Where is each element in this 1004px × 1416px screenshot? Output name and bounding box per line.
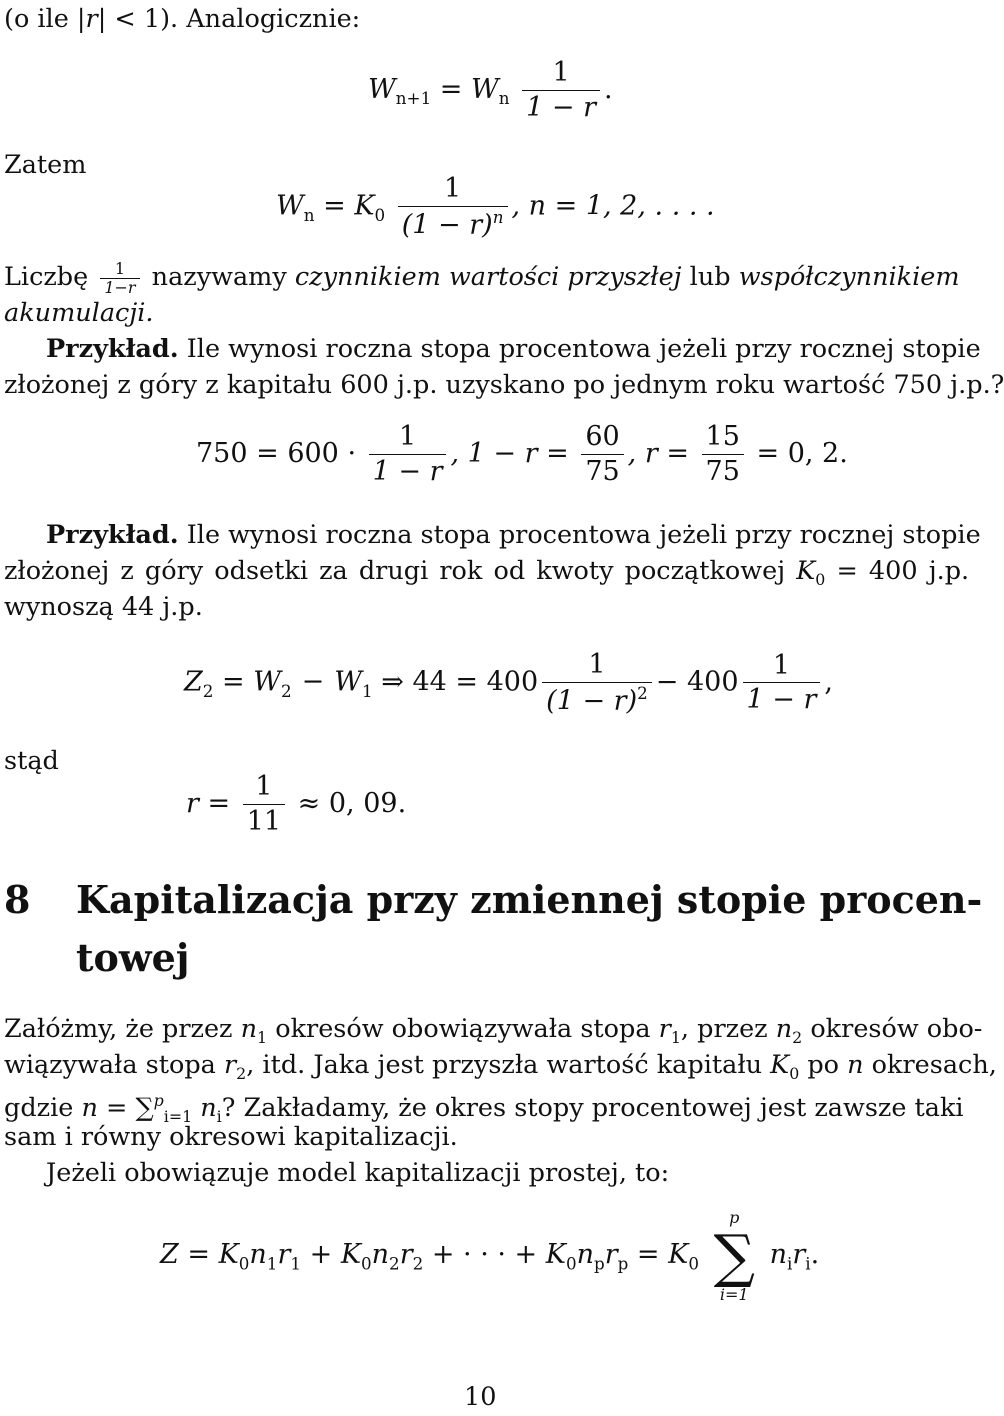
eq6-k1-sub: 0 [238, 1253, 250, 1274]
eq6-rhs [770, 1239, 820, 1273]
eq4-w1-sub: 1 [362, 680, 373, 701]
eq5-a: = [198, 787, 239, 819]
eq6-rp-sub: p [617, 1253, 629, 1274]
eq6-k3-sub: 0 [565, 1253, 577, 1274]
eq3-den2: 75 [585, 455, 620, 487]
para2-l1b: okresów obowiązywała stopa [267, 1014, 659, 1044]
eq4-den2: 1 − r [746, 684, 817, 716]
example1-label: Przykład. [46, 334, 179, 364]
eq6-r2-sub: 2 [412, 1253, 424, 1274]
section-title-line2: towej [76, 935, 190, 980]
eq6-ni-sub: i [786, 1253, 793, 1274]
eq3-den1: 1 − r [372, 455, 443, 487]
eq6-sum-top: p [729, 1208, 740, 1227]
para1-mid: nazywamy [143, 262, 295, 292]
eq6-k4: K [668, 1238, 689, 1270]
eq3-b: , 1 − r = [450, 437, 578, 469]
eq2-den [398, 207, 508, 242]
eq3-frac1 [369, 420, 447, 489]
eq1-end: . [604, 73, 613, 105]
eq1-lhs-w: W [368, 73, 396, 105]
eq1-num: 1 [522, 56, 600, 91]
eq4-den1-text: (1 − r) [546, 685, 638, 717]
eq6-ri: r [792, 1238, 806, 1270]
para2-n1: n [240, 1014, 258, 1044]
paragraph-factor-line2: akumulacji. [4, 298, 154, 328]
eq4-w1: W [334, 666, 363, 698]
eq4-w2-sub: 2 [280, 680, 292, 701]
eq3-c: , r = [627, 437, 698, 469]
eq6-n2: n [371, 1238, 390, 1270]
eq6-n2-sub: 2 [389, 1253, 400, 1274]
para2-n: n [847, 1050, 864, 1080]
eq6-r1-sub: 1 [290, 1253, 302, 1274]
eq6-k3: K [545, 1238, 566, 1270]
section-title-line1: Kapitalizacja przy zmiennej stopie procen- [76, 877, 983, 922]
eq4-a: = [213, 666, 254, 698]
para1-term2: współczynnikiem [738, 262, 960, 292]
eq6-rp: r [604, 1238, 618, 1270]
eq3-frac2 [581, 420, 623, 489]
paragraph-factor-line1 [4, 258, 960, 296]
example1-line1 [46, 330, 981, 368]
eq4-w2: W [253, 666, 281, 698]
para1-lub: lub [681, 262, 739, 292]
example2-k: K [796, 556, 816, 586]
para2-r2-sub: 2 [236, 1064, 247, 1083]
para2-l3a: gdzie [4, 1092, 82, 1123]
para2-r1-sub: 1 [670, 1028, 681, 1047]
eq6-lhs [160, 1239, 699, 1273]
equation-example2 [184, 648, 833, 718]
stad-label: stąd [4, 746, 59, 776]
eq2-k-sub: 0 [374, 204, 386, 225]
para2-l2b: , itd. Jaka jest przyszła wartość kapitału [246, 1050, 771, 1080]
eq2-k: K [354, 190, 375, 222]
eq2-w-sub: n [303, 204, 315, 225]
eq5-den: 11 [246, 805, 282, 837]
eq3-num3: 15 [702, 420, 744, 455]
eq4-b: ⇒ 44 = 400 [372, 666, 539, 698]
para2-l3b: = ∑ [97, 1092, 154, 1123]
para1-liczbe: Liczbę [4, 262, 89, 292]
eq1-fraction [522, 56, 600, 125]
eq1-lhs-sub: n+1 [395, 88, 432, 109]
para1-frac-den: 1−r [104, 277, 136, 297]
eq3-frac3 [702, 420, 744, 489]
example2-text2b: = 400 j.p. [825, 556, 970, 586]
eq6-k1: K [218, 1238, 239, 1270]
eq6-k4-sub: 0 [688, 1253, 699, 1274]
eq2-tail: , n = 1, 2, . . . . [511, 190, 715, 222]
para2-sum-sub: i=1 [163, 1106, 193, 1126]
eq4-z: Z [184, 666, 203, 698]
eq4-z-sub: 2 [202, 680, 214, 701]
para2-n1-sub: 1 [257, 1028, 268, 1047]
equation-example1 [196, 420, 848, 489]
eq4-c: − 400 [655, 666, 739, 698]
eq3-den3: 75 [705, 455, 740, 487]
eq6-n1-sub: 1 [266, 1253, 278, 1274]
eq6-r1: r [277, 1238, 291, 1270]
para2-ni: n [200, 1092, 217, 1123]
example2-label: Przykład. [46, 520, 179, 550]
eq4-d: , [824, 666, 833, 698]
eq3-num2: 60 [581, 420, 623, 455]
section-number: 8 [4, 877, 31, 922]
para1-fraction [100, 260, 139, 296]
eq2-num: 1 [398, 172, 508, 207]
eq6-k2-sub: 0 [360, 1253, 372, 1274]
equation-wn [276, 172, 715, 242]
equation-simple-interest [160, 1208, 819, 1304]
eq5-r: r [186, 787, 199, 819]
para2-l3d: ? Zakładamy, że okres stopy procentowej jest zawsze taki [221, 1092, 964, 1123]
para2-sum-sup: p [153, 1091, 164, 1110]
example2-line1 [46, 516, 981, 554]
eq3-num1: 1 [369, 420, 447, 455]
zatem-label: Zatem [4, 150, 87, 180]
para2-l1c: , przez [680, 1014, 776, 1044]
eq3-a: 750 = 600 · [196, 437, 365, 469]
eq4-minus: − [301, 666, 325, 698]
eq5-b: ≈ 0, 09. [289, 787, 407, 819]
para2-r2: r [223, 1050, 237, 1080]
eq6-sum [714, 1208, 755, 1304]
example2-text1: Ile wynosi roczna stopa procentowa jeżeli przy rocznej stopie [178, 520, 981, 550]
eq1-rhs-sub: n [498, 88, 510, 109]
para2-l1d: okresów obo- [802, 1014, 983, 1044]
eq6-ri-sub: i [805, 1253, 811, 1274]
eq1-den: 1 − r [526, 91, 597, 123]
eq6-r2: r [399, 1238, 413, 1270]
eq6-z: Z [160, 1238, 179, 1270]
eq2-w: W [276, 190, 304, 222]
eq4-frac1 [542, 648, 652, 718]
eq2-den-text: (1 − r) [401, 209, 493, 241]
para2-r1: r [658, 1014, 671, 1044]
eq6-plus: + [301, 1238, 341, 1270]
example1-line2: złożonej z góry z kapitału 600 j.p. uzyskano po jednym roku wartość 750 j.p.? [4, 370, 1004, 400]
eq6-a: = [178, 1238, 219, 1270]
eq4-num2: 1 [743, 649, 821, 684]
eq6-sigma: ∑ [713, 1222, 755, 1290]
para2-l2a: wiązywała stopa [4, 1050, 224, 1080]
eq6-np: n [576, 1238, 594, 1270]
eq4-num1: 1 [542, 648, 652, 683]
example1-text1: Ile wynosi roczna stopa procentowa jeżeli przy rocznej stopie [178, 334, 981, 364]
para2-l1a: Załóżmy, że przez [4, 1014, 241, 1044]
intro-r: r [85, 4, 98, 34]
eq1-rhs-w: W [471, 73, 499, 105]
para1-frac-num: 1 [100, 260, 139, 279]
eq1-equals: = [431, 73, 472, 105]
para2-n3: n [81, 1092, 98, 1123]
eq6-ni: n [769, 1238, 787, 1270]
eq6-eq: = [628, 1238, 669, 1270]
eq2-equals: = [314, 190, 355, 222]
example2-line3: wynoszą 44 j.p. [4, 592, 203, 622]
para2-k-sub: 0 [789, 1064, 800, 1083]
intro-prefix: (o ile | [4, 4, 86, 34]
para2-k: K [770, 1050, 790, 1080]
eq4-frac2 [743, 649, 821, 718]
para1-term1: czynnikiem wartości przyszłej [294, 262, 682, 292]
eq6-dots: + · · · + [423, 1238, 546, 1270]
example2-k-sub: 0 [815, 570, 826, 589]
example2-text2a: złożonej z góry odsetki za drugi rok od kwoty początkowej [4, 556, 797, 586]
equation-r-result [186, 770, 406, 839]
paragraph-variable-line4: sam i równy okresowi kapitalizacji. [4, 1122, 458, 1152]
equation-wn1 [368, 56, 613, 125]
para2-ni-sub: i [216, 1106, 222, 1126]
eq5-frac [243, 770, 285, 839]
eq6-sum-bottom: i=1 [719, 1285, 749, 1304]
eq6-k2: K [340, 1238, 361, 1270]
page-number: 10 [464, 1382, 497, 1412]
eq6-end: . [810, 1238, 820, 1270]
para2-n2-sub: 2 [792, 1028, 803, 1047]
eq5-num: 1 [243, 770, 285, 805]
eq4-den1 [542, 683, 652, 718]
paragraph-simple-model: Jeżeli obowiązuje model kapitalizacji prostej, to: [46, 1158, 670, 1188]
para2-l2d: okresach, [863, 1050, 997, 1080]
eq3-d: = 0, 2. [747, 437, 848, 469]
eq4-den1-sup: 2 [637, 682, 648, 703]
intro-line [4, 0, 360, 38]
eq2-fraction [398, 172, 508, 242]
para2-l2c: po [799, 1050, 848, 1080]
eq2-den-sup: n [492, 206, 504, 227]
intro-suffix: | < 1). Analogicznie: [97, 4, 361, 34]
eq6-np-sub: p [593, 1253, 605, 1274]
para2-n2: n [775, 1014, 793, 1044]
eq6-n1: n [249, 1238, 267, 1270]
